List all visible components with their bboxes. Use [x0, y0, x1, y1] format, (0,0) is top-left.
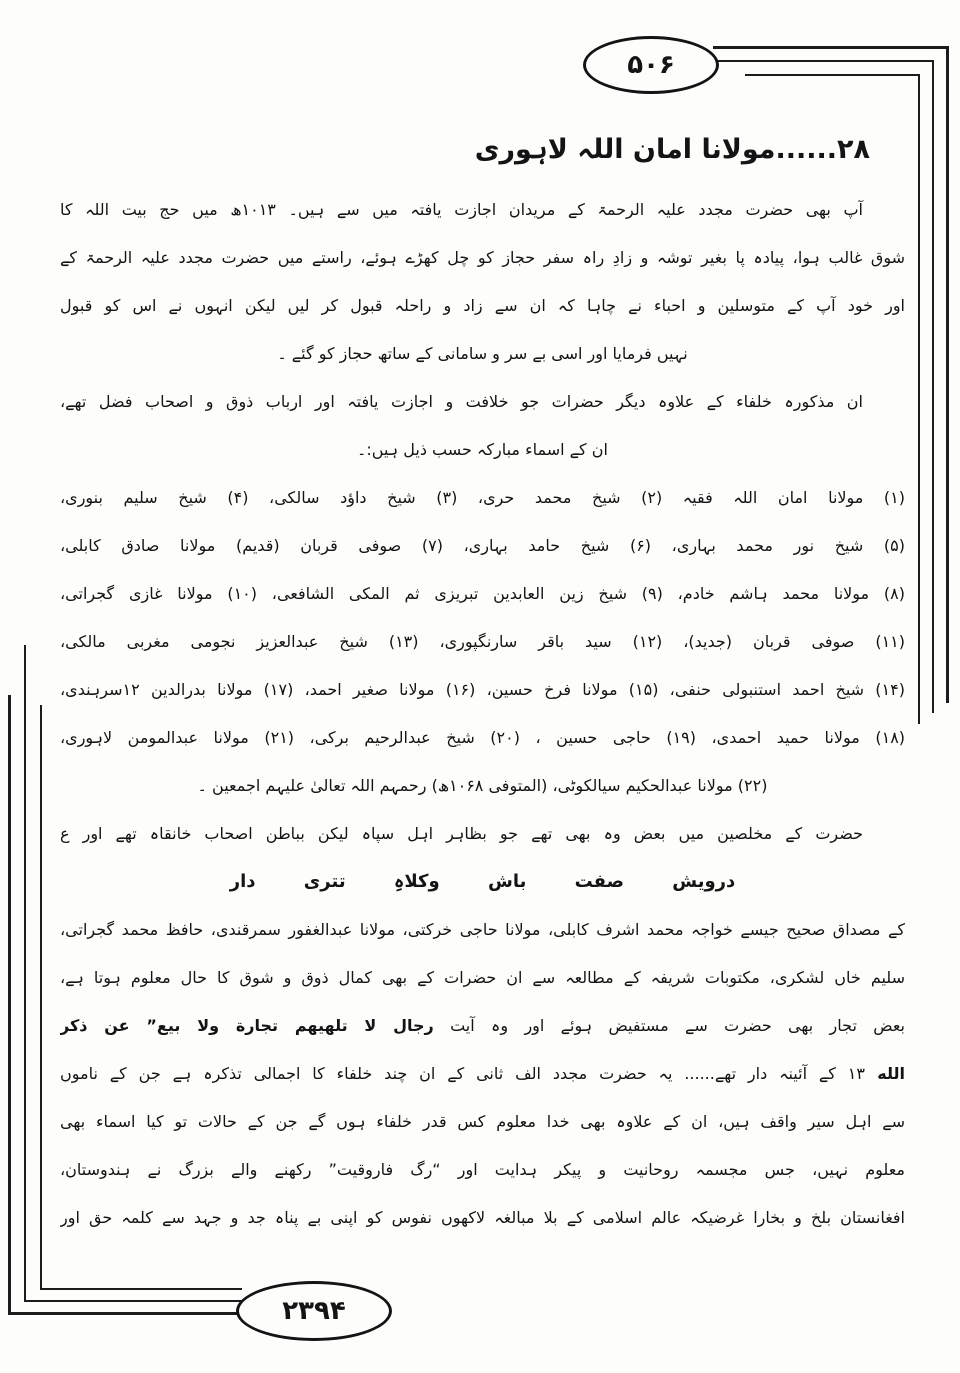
text-line: ان مذکورہ خلفاء کے علاوہ دیگر حضرات جو خلافت و اجازت یافتہ اور ارباب ذوق و اصحاب فضل تھے،: [60, 392, 863, 411]
text-line: آپ بھی حضرت مجدد علیہ الرحمۃ کے مریدان اجازت یافتہ میں سے ہیں۔ ۱۰۱۳ھ میں حج بیت اللہ کا: [60, 200, 864, 219]
text-line: [60, 1002, 905, 1050]
text-line: سلیم خاں لشکری، مکتوبات شریفہ کے مطالعہ سے ان حضرات کے بھی کمال ذوق و شوق کا حال معلوم ہوتا ہے،: [60, 968, 905, 987]
text-line: ان کے اسماء مبارکہ حسب ذیل ہیں:۔: [357, 440, 608, 459]
text-line: (۱۴) شیخ احمد استنبولی حنفی، (۱۵) مولانا فرخ حسین، (۱۶) مولانا صغیر احمد، (۱۷) مولانا بدرالدین ۱۲سرہندی،: [60, 680, 905, 699]
text-line: نہیں فرمایا اور اسی بے سر و سامانی کے ساتھ حجاز کو گئے ۔: [277, 344, 688, 363]
arabic-quote-segment: ” عن ذكر: [60, 1016, 157, 1035]
verse-line: درویش صفت باش وکلاہِ تتری دار: [229, 871, 736, 892]
arabic-quote-segment: رجال لا تلهيهم تجارة ولا بيع: [156, 1016, 434, 1035]
text-line: اور خود آپ کے متوسلین و احباء نے چاہا کہ ان سے زاد و راحلہ قبول کر لیں لیکن انہوں نے اس کو قبول: [60, 296, 905, 315]
text-line: (۵) شیخ نور محمد بہاری، (۶) شیخ حامد بہاری، (۷) صوفی قربان (قدیم) مولانا صادق کابلی،: [60, 536, 905, 555]
text-line: [60, 1050, 905, 1098]
top-page-number: ۵۰۶: [627, 50, 675, 80]
text-line: کے مصداق صحیح جیسے خواجہ محمد اشرف کابلی، مولانا حاجی خرکتی، مولانا عبدالغفور سمرقندی، حافظ محمد گجراتی،: [60, 920, 905, 939]
text-line: سے اہل سیر واقف ہیں، ان کے علاوہ بھی خدا معلوم کس قدر خلفاء ہوں گے جن کے حالات تو کیا اسماء بھی: [60, 1112, 905, 1131]
arabic-quote-segment: الله: [864, 1064, 905, 1083]
text-line: شوق غالب ہوا، پیادہ پا بغیر توشہ و زادِ راہ سفر حجاز کو چل کھڑے ہوئے، راستے میں حضرت مجدد علیہ الرحمۃ کے: [60, 248, 905, 267]
text-lines: [60, 186, 905, 1242]
text-segment: بعض تجار بھی حضرت سے مستفیض ہوئے اور وہ آیت: [433, 1016, 905, 1035]
text-line: معلوم نہیں، جس مجسمہ روحانیت و پیکر ہدایت اور “رگ فاروقیت” رکھنے والے بزرگ نے ہندوستان،: [60, 1160, 905, 1179]
text-line: حضرت کے مخلصین میں بعض وہ بھی تھے جو بظاہر اہل سپاہ لیکن بباطن اصحاب خانقاہ تھے اور ع: [60, 824, 863, 843]
bottom-page-number: ۲۳۹۴: [282, 1296, 346, 1326]
text-segment: ۱۳ کے آئینہ دار تھے...... یہ حضرت مجدد الف ثانی کے ان چند خلفاء کا اجمالی تذکرہ ہے جن کے ناموں: [60, 1064, 865, 1083]
top-page-number-oval: [583, 36, 719, 94]
bottom-page-number-oval: [236, 1281, 392, 1341]
text-line: (۱۸) مولانا حمید احمدی، (۱۹) حاجی حسین ، (۲۰) شیخ عبدالرحیم برکی، (۲۱) مولانا عبدالمومن لاہوری،: [60, 728, 905, 747]
text-line: (۲۲) مولانا عبدالحکیم سیالکوٹی، (المتوفی ۱۰۶۸ھ) رحمہم اللہ تعالیٰ علیہم اجمعین ۔: [197, 776, 768, 795]
text-line: (۱) مولانا امان اللہ فقیہ (۲) شیخ محمد حری، (۳) شیخ داؤد سالکی، (۴) شیخ سلیم بنوری،: [60, 488, 905, 507]
section-heading: ۲۸......مولانا امان اللہ لاہوری: [474, 134, 870, 165]
text-line: افغانستان بلخ و بخارا غرضیکہ عالم اسلامی کے بلا مبالغہ لاکھوں نفوس کو اپنی بے پناہ جد و جہد سے کلمہ حق اور: [60, 1208, 905, 1227]
text-line: (۸) مولانا محمد ہاشم خادم، (۹) شیخ زین العابدین تبریزی ثم المکی الشافعی، (۱۰) مولانا غازی گجراتی،: [60, 584, 905, 603]
text-line: (۱۱) صوفی قربان (جدید)، (۱۲) سید باقر سارنگپوری، (۱۳) شیخ عبدالعزیز نجومی مغربی مالکی،: [60, 632, 905, 651]
